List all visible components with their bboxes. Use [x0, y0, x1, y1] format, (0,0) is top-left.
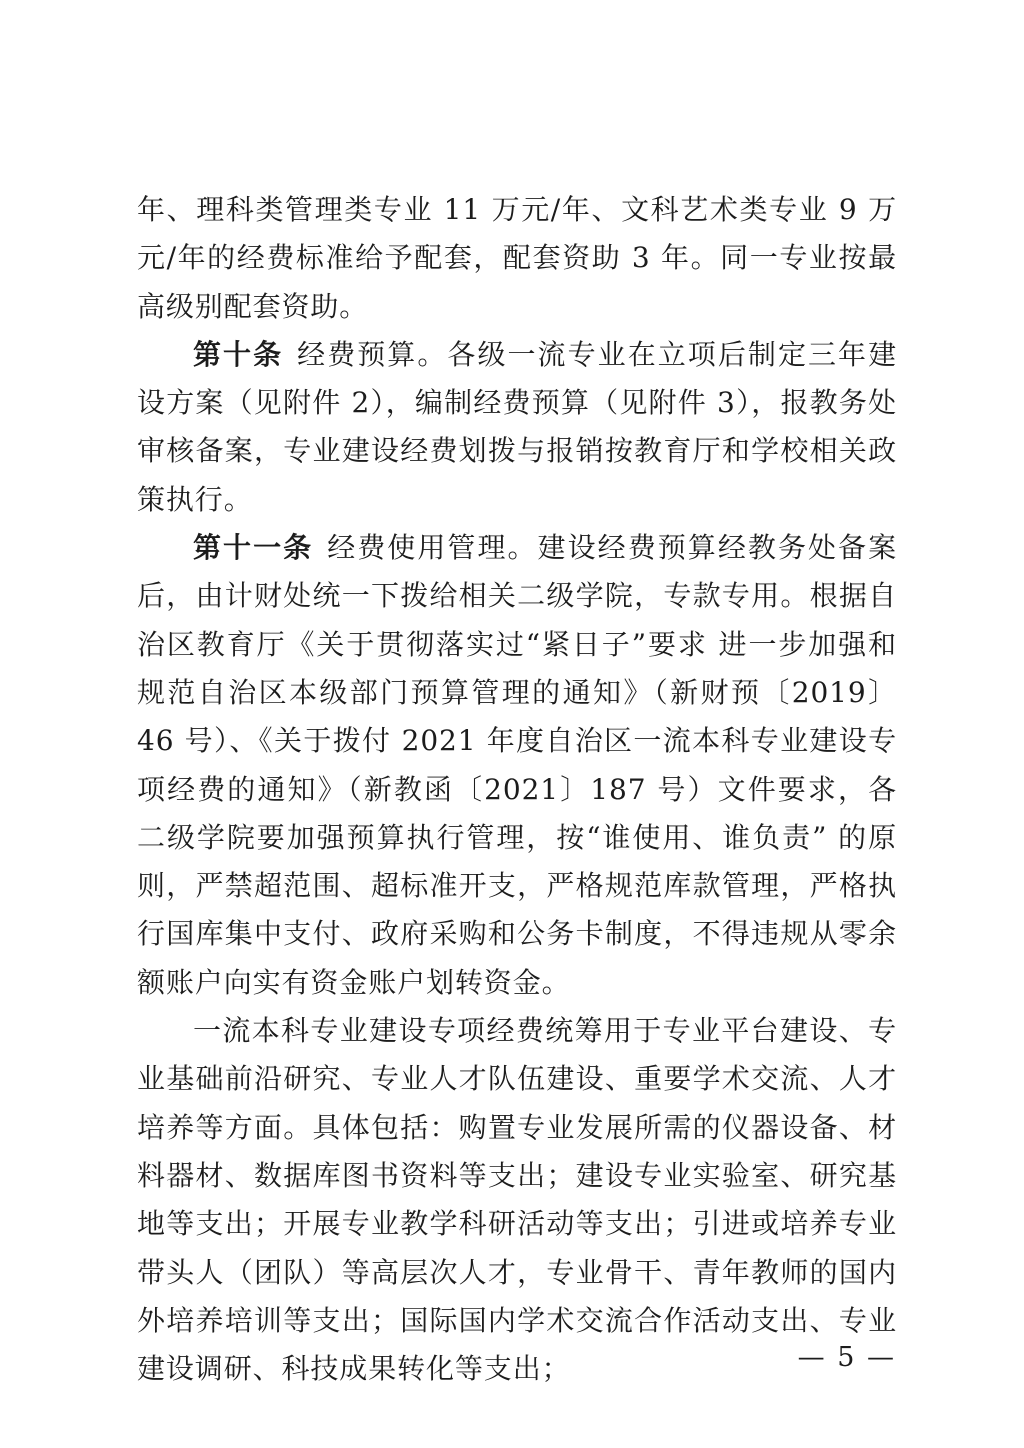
page-number: — 5 —	[797, 1342, 896, 1373]
paragraph-continuation	[137, 186, 897, 331]
document-body	[137, 186, 897, 1393]
paragraph-text: 年、理科类管理类专业 11 万元/年、文科艺术类专业 9 万元/年的经费标准给予配套，配套资助 3 年。同一专业按最高级别配套资助。	[137, 193, 897, 323]
paragraph-funding-scope	[137, 1007, 897, 1393]
paragraph-text: 一流本科专业建设专项经费统筹用于专业平台建设、专业基础前沿研究、专业人才队伍建设、重要学术交流、人才培养等方面。具体包括：购置专业发展所需的仪器设备、材料器材、数据库图书资料等支出；建设专业实验室、研究基地等支出；开展专业教学科研活动等支出；引进或培养专业带头人（团队）等高层次人才，专业骨干、青年教师的国内外培养培训等支出；国际国内学术交流合作活动支出、专业建设调研、科技成果转化等支出；	[137, 1014, 897, 1386]
paragraph-article-11	[137, 524, 897, 1007]
article-label: 第十条	[193, 337, 284, 371]
paragraph-text: 经费使用管理。建设经费预算经教务处备案后，由计财处统一下拨给相关二级学院，专款专用。根据自治区教育厅《关于贯彻落实过“紧日子”要求 进一步加强和规范自治区本级部门预算管理的通知》（新财预〔2019〕46 号）、《关于拨付 2021 年度自治区一流本科专业建设专项经费的通知》（新教函〔2021〕187 号）文件要求，各二级学院要加强预算执行管理，按“谁使用、谁负责” 的原则，严禁超范围、超标准开支，严格规范库款管理，严格执行国库集中支付、政府采购和公务卡制度，不得违规从零余额账户向实有资金账户划转资金。	[137, 531, 897, 999]
paragraph-article-10	[137, 331, 897, 524]
paragraph-text: 经费预算。各级一流专业在立项后制定三年建设方案（见附件 2），编制经费预算（见附件 3），报教务处审核备案，专业建设经费划拨与报销按教育厅和学校相关政策执行。	[137, 337, 897, 516]
article-label: 第十一条	[193, 531, 314, 565]
